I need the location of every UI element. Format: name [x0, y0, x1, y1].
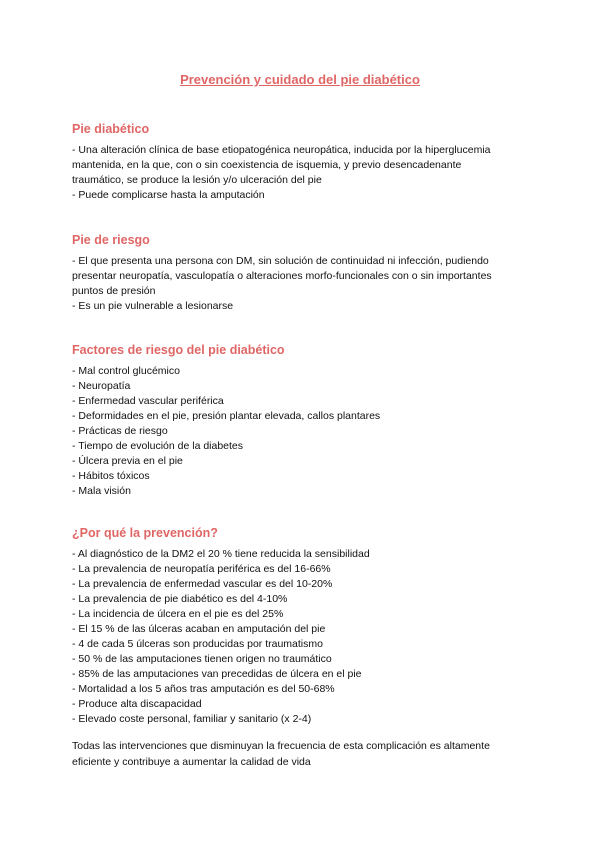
list-item: - 85% de las amputaciones van precedidas de úlcera en el pie	[72, 668, 362, 680]
list-item: - La incidencia de úlcera en el pie es del 25%	[72, 608, 284, 620]
list-item: - Al diagnóstico de la DM2 el 20 % tiene reducida la sensibilidad	[72, 548, 370, 560]
list-item: - 50 % de las amputaciones tienen origen no traumático	[72, 653, 332, 665]
section-heading-factores-de-riesgo: Factores de riesgo del pie diabético	[72, 343, 285, 357]
list-item: - Tiempo de evolución de la diabetes	[72, 440, 244, 452]
list-item: - La prevalencia de enfermedad vascular es del 10-20%	[72, 578, 333, 590]
section-heading-pie-de-riesgo: Pie de riesgo	[72, 233, 150, 247]
text-line: puntos de presión	[72, 285, 156, 297]
document-title: Prevención y cuidado del pie diabético	[180, 72, 420, 87]
list-item: - 4 de cada 5 úlceras son producidas por traumatismo	[72, 638, 323, 650]
list-item: - La prevalencia de neuropatía periférica es del 16-66%	[72, 563, 331, 575]
text-line: - Puede complicarse hasta la amputación	[72, 189, 265, 201]
section-body-por-que-prevencion	[72, 547, 532, 727]
text-line: - Una alteración clínica de base etiopatogénica neuropática, inducida por la hiperglucemia	[72, 144, 491, 156]
list-item: - Mala visión	[72, 485, 131, 497]
list-item: - Úlcera previa en el pie	[72, 455, 183, 467]
text-line: - Es un pie vulnerable a lesionarse	[72, 300, 234, 312]
section-body-pie-diabetico	[72, 143, 532, 203]
list-item: - Elevado coste personal, familiar y sanitario (x 2-4)	[72, 713, 312, 725]
text-line: traumático, se produce la lesión y/o ulceración del pie	[72, 174, 322, 186]
list-item: - Prácticas de riesgo	[72, 425, 168, 437]
list-item: - Mortalidad a los 5 años tras amputación es del 50-68%	[72, 683, 335, 695]
list-item: - Neuropatía	[72, 380, 131, 392]
closing-paragraph	[72, 738, 542, 770]
section-heading-pie-diabetico: Pie diabético	[72, 122, 150, 136]
list-item: - Deformidades en el pie, presión plantar elevada, callos plantares	[72, 410, 381, 422]
section-body-pie-de-riesgo	[72, 254, 532, 314]
list-item: - El 15 % de las úlceras acaban en amputación del pie	[72, 623, 326, 635]
list-item: - Mal control glucémico	[72, 365, 180, 377]
list-item: - Produce alta discapacidad	[72, 698, 202, 710]
list-item: - Enfermedad vascular periférica	[72, 395, 224, 407]
text-line: presentar neuropatía, vasculopatía o alteraciones morfo-funcionales con o sin importantes	[72, 270, 492, 282]
text-line: eficiente y contribuye a aumentar la calidad de vida	[72, 756, 311, 768]
text-line: - El que presenta una persona con DM, sin solución de continuidad ni infección, pudiendo	[72, 255, 489, 267]
list-item: - Hábitos tóxicos	[72, 470, 150, 482]
section-heading-por-que-prevencion: ¿Por qué la prevención?	[72, 526, 218, 540]
list-item: - La prevalencia de pie diabético es del 4-10%	[72, 593, 288, 605]
text-line: Todas las intervenciones que disminuyan la frecuencia de esta complicación es altamente	[72, 740, 490, 752]
text-line: mantenida, en la que, con o sin coexistencia de isquemia, y previo desencadenante	[72, 159, 462, 171]
section-body-factores-de-riesgo	[72, 364, 532, 499]
